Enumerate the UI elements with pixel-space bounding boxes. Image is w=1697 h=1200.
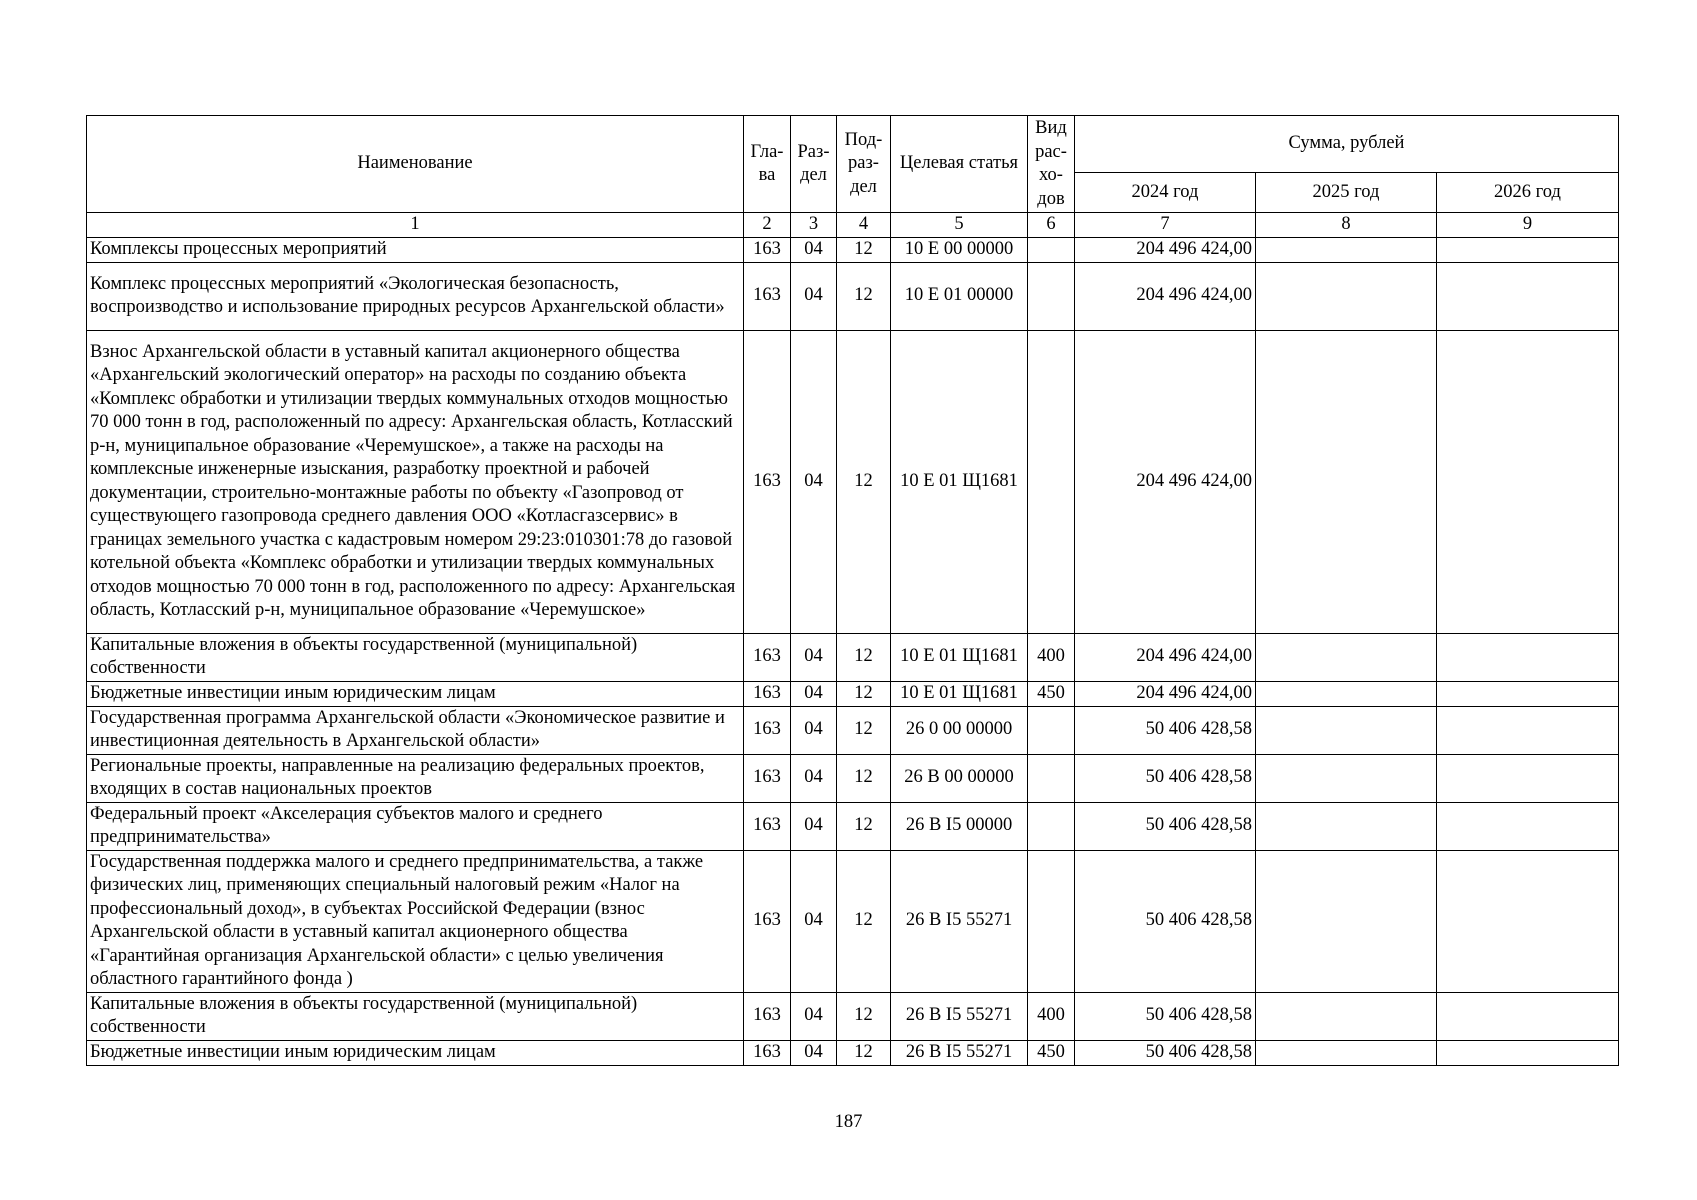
row-amount-2026 bbox=[1437, 262, 1619, 330]
column-number: 2 bbox=[744, 213, 791, 238]
row-amount-2026 bbox=[1437, 802, 1619, 850]
row-name: Государственная программа Архангельской области «Экономическое развитие и инвестиционная деятельность в Архангельской области» bbox=[87, 706, 744, 754]
header-vid-rashodov: Вид рас-хо-дов bbox=[1028, 116, 1075, 213]
table-row bbox=[87, 754, 1619, 802]
page-number: 187 bbox=[834, 1112, 863, 1132]
table-row bbox=[87, 681, 1619, 706]
row-podrazdel: 12 bbox=[837, 330, 891, 633]
row-amount-2026 bbox=[1437, 754, 1619, 802]
row-amount-2025 bbox=[1256, 1040, 1437, 1065]
row-name: Бюджетные инвестиции иным юридическим лицам bbox=[87, 681, 744, 706]
row-amount-2026 bbox=[1437, 706, 1619, 754]
header-celevaya-statya: Целевая статья bbox=[891, 116, 1028, 213]
row-vid-rashodov bbox=[1028, 330, 1075, 633]
header-podrazdel: Под-раз-дел bbox=[837, 116, 891, 213]
row-glava: 163 bbox=[744, 330, 791, 633]
row-glava: 163 bbox=[744, 633, 791, 681]
column-number: 3 bbox=[791, 213, 837, 238]
row-name: Комплекс процессных мероприятий «Экологическая безопасность, воспроизводство и использование природных ресурсов Архангельской области» bbox=[87, 262, 744, 330]
row-amount-2024: 50 406 428,58 bbox=[1075, 706, 1256, 754]
column-number: 4 bbox=[837, 213, 891, 238]
row-vid-rashodov bbox=[1028, 237, 1075, 262]
row-name: Бюджетные инвестиции иным юридическим лицам bbox=[87, 1040, 744, 1065]
row-amount-2024: 204 496 424,00 bbox=[1075, 330, 1256, 633]
table-row bbox=[87, 706, 1619, 754]
table-row bbox=[87, 633, 1619, 681]
row-podrazdel: 12 bbox=[837, 681, 891, 706]
row-razdel: 04 bbox=[791, 850, 837, 992]
row-amount-2024: 204 496 424,00 bbox=[1075, 262, 1256, 330]
row-podrazdel: 12 bbox=[837, 802, 891, 850]
row-amount-2026 bbox=[1437, 681, 1619, 706]
table-row bbox=[87, 1040, 1619, 1065]
header-glava: Гла-ва bbox=[744, 116, 791, 213]
row-amount-2024: 204 496 424,00 bbox=[1075, 237, 1256, 262]
row-amount-2026 bbox=[1437, 992, 1619, 1040]
row-vid-rashodov bbox=[1028, 850, 1075, 992]
row-amount-2026 bbox=[1437, 237, 1619, 262]
header-year-2024: 2024 год bbox=[1075, 173, 1256, 213]
row-celevaya-statya: 26 В I5 00000 bbox=[891, 802, 1028, 850]
row-razdel: 04 bbox=[791, 330, 837, 633]
header-razdel: Раз-дел bbox=[791, 116, 837, 213]
row-glava: 163 bbox=[744, 237, 791, 262]
row-amount-2026 bbox=[1437, 330, 1619, 633]
row-amount-2024: 50 406 428,58 bbox=[1075, 754, 1256, 802]
row-amount-2024: 204 496 424,00 bbox=[1075, 681, 1256, 706]
row-razdel: 04 bbox=[791, 992, 837, 1040]
header-summa: Сумма, рублей bbox=[1075, 116, 1619, 173]
row-glava: 163 bbox=[744, 992, 791, 1040]
row-glava: 163 bbox=[744, 681, 791, 706]
row-razdel: 04 bbox=[791, 633, 837, 681]
column-number: 7 bbox=[1075, 213, 1256, 238]
row-razdel: 04 bbox=[791, 1040, 837, 1065]
row-razdel: 04 bbox=[791, 237, 837, 262]
column-number: 6 bbox=[1028, 213, 1075, 238]
budget-table bbox=[86, 115, 1619, 1066]
row-celevaya-statya: 26 В I5 55271 bbox=[891, 1040, 1028, 1065]
row-amount-2024: 50 406 428,58 bbox=[1075, 802, 1256, 850]
row-amount-2025 bbox=[1256, 633, 1437, 681]
row-glava: 163 bbox=[744, 754, 791, 802]
row-razdel: 04 bbox=[791, 802, 837, 850]
row-vid-rashodov bbox=[1028, 802, 1075, 850]
row-name: Капитальные вложения в объекты государственной (муниципальной) собственности bbox=[87, 992, 744, 1040]
row-podrazdel: 12 bbox=[837, 633, 891, 681]
table-row bbox=[87, 330, 1619, 633]
row-celevaya-statya: 26 В I5 55271 bbox=[891, 850, 1028, 992]
row-amount-2025 bbox=[1256, 237, 1437, 262]
row-celevaya-statya: 10 Е 01 Щ1681 bbox=[891, 681, 1028, 706]
document-page bbox=[86, 115, 1619, 1066]
row-amount-2024: 204 496 424,00 bbox=[1075, 633, 1256, 681]
row-name: Комплексы процессных мероприятий bbox=[87, 237, 744, 262]
row-razdel: 04 bbox=[791, 681, 837, 706]
table-row bbox=[87, 850, 1619, 992]
row-amount-2025 bbox=[1256, 262, 1437, 330]
row-vid-rashodov: 450 bbox=[1028, 681, 1075, 706]
row-amount-2025 bbox=[1256, 681, 1437, 706]
column-number: 1 bbox=[87, 213, 744, 238]
row-glava: 163 bbox=[744, 706, 791, 754]
row-vid-rashodov: 400 bbox=[1028, 633, 1075, 681]
row-razdel: 04 bbox=[791, 706, 837, 754]
row-glava: 163 bbox=[744, 1040, 791, 1065]
row-name: Государственная поддержка малого и среднего предпринимательства, а также физических лиц, применяющих специальный налоговый режим «Налог на профессиональный доход», в субъектах Российской Федерации (взнос Архангельской области в уставный капитал акционерного общества «Гарантийная организация Архангельской области» с целью увеличения областного гарантийного фонда ) bbox=[87, 850, 744, 992]
row-amount-2025 bbox=[1256, 802, 1437, 850]
row-amount-2026 bbox=[1437, 850, 1619, 992]
table-row bbox=[87, 992, 1619, 1040]
row-celevaya-statya: 26 0 00 00000 bbox=[891, 706, 1028, 754]
column-number: 9 bbox=[1437, 213, 1619, 238]
row-celevaya-statya: 10 Е 00 00000 bbox=[891, 237, 1028, 262]
row-celevaya-statya: 10 Е 01 Щ1681 bbox=[891, 633, 1028, 681]
table-row bbox=[87, 262, 1619, 330]
row-amount-2024: 50 406 428,58 bbox=[1075, 850, 1256, 992]
row-amount-2025 bbox=[1256, 850, 1437, 992]
row-vid-rashodov bbox=[1028, 262, 1075, 330]
table-row bbox=[87, 802, 1619, 850]
row-vid-rashodov bbox=[1028, 706, 1075, 754]
row-celevaya-statya: 10 Е 01 00000 bbox=[891, 262, 1028, 330]
row-glava: 163 bbox=[744, 802, 791, 850]
row-name: Региональные проекты, направленные на реализацию федеральных проектов, входящих в состав национальных проектов bbox=[87, 754, 744, 802]
table-row bbox=[87, 237, 1619, 262]
row-name: Капитальные вложения в объекты государственной (муниципальной) собственности bbox=[87, 633, 744, 681]
row-amount-2026 bbox=[1437, 633, 1619, 681]
row-vid-rashodov: 400 bbox=[1028, 992, 1075, 1040]
row-podrazdel: 12 bbox=[837, 992, 891, 1040]
row-amount-2025 bbox=[1256, 992, 1437, 1040]
row-vid-rashodov bbox=[1028, 754, 1075, 802]
row-razdel: 04 bbox=[791, 262, 837, 330]
row-celevaya-statya: 10 Е 01 Щ1681 bbox=[891, 330, 1028, 633]
row-name: Взнос Архангельской области в уставный капитал акционерного общества «Архангельский экологический оператор» на расходы по созданию объекта «Комплекс обработки и утилизации твердых коммунальных отходов мощностью 70 000 тонн в год, расположенный по адресу: Архангельская область, Котласский р-н, муниципальное образование «Черемушское», а также на расходы на комплексные инженерные изыскания, разработку проектной и рабочей документации, строительно-монтажные работы по объекту «Газопровод от существующего газопровода среднего давления ООО «Котласгазсервис» в границах земельного участка с кадастровым номером 29:23:010301:78 до газовой котельной объекта «Комплекс обработки и утилизации твердых коммунальных отходов мощностью 70 000 тонн в год, расположенного по адресу: Архангельская область, Котласский р-н, муниципальное образование «Черемушское» bbox=[87, 330, 744, 633]
row-podrazdel: 12 bbox=[837, 850, 891, 992]
row-glava: 163 bbox=[744, 262, 791, 330]
row-amount-2025 bbox=[1256, 754, 1437, 802]
row-podrazdel: 12 bbox=[837, 262, 891, 330]
row-name: Федеральный проект «Акселерация субъектов малого и среднего предпринимательства» bbox=[87, 802, 744, 850]
row-vid-rashodov: 450 bbox=[1028, 1040, 1075, 1065]
column-number: 5 bbox=[891, 213, 1028, 238]
row-amount-2026 bbox=[1437, 1040, 1619, 1065]
row-amount-2025 bbox=[1256, 330, 1437, 633]
row-razdel: 04 bbox=[791, 754, 837, 802]
row-celevaya-statya: 26 В I5 55271 bbox=[891, 992, 1028, 1040]
header-year-2025: 2025 год bbox=[1256, 173, 1437, 213]
row-amount-2025 bbox=[1256, 706, 1437, 754]
row-celevaya-statya: 26 В 00 00000 bbox=[891, 754, 1028, 802]
header-year-2026: 2026 год bbox=[1437, 173, 1619, 213]
header-name: Наименование bbox=[87, 116, 744, 213]
row-podrazdel: 12 bbox=[837, 754, 891, 802]
row-podrazdel: 12 bbox=[837, 706, 891, 754]
row-podrazdel: 12 bbox=[837, 237, 891, 262]
row-amount-2024: 50 406 428,58 bbox=[1075, 1040, 1256, 1065]
column-number: 8 bbox=[1256, 213, 1437, 238]
row-glava: 163 bbox=[744, 850, 791, 992]
row-amount-2024: 50 406 428,58 bbox=[1075, 992, 1256, 1040]
row-podrazdel: 12 bbox=[837, 1040, 891, 1065]
